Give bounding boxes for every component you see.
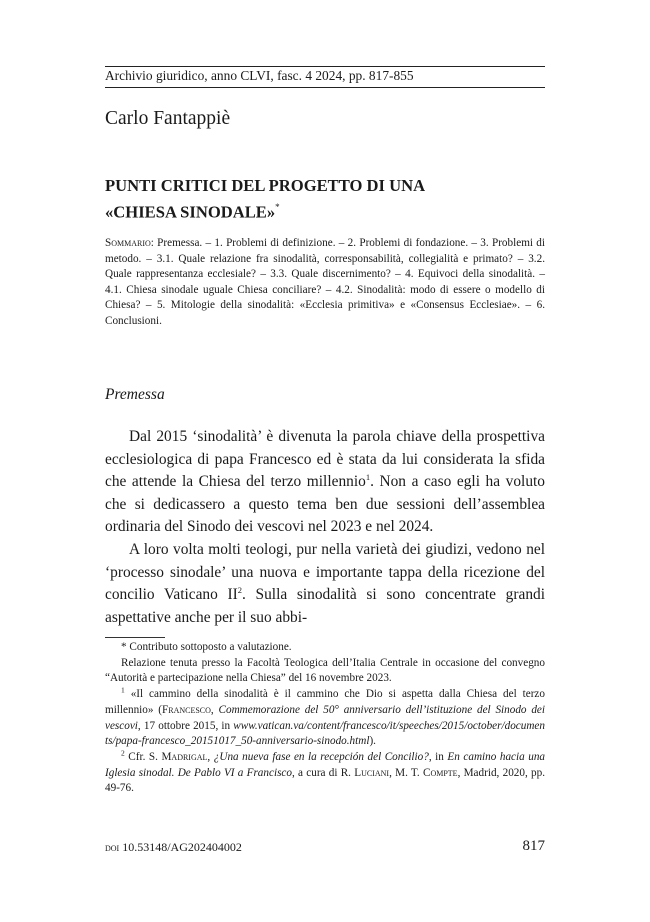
title-line-1: PUNTI CRITICI DEL PROGETTO DI UNA: [105, 176, 426, 195]
footnote-2-text-d: , a cura di R.: [292, 766, 355, 779]
table-of-contents-summary: [105, 236, 545, 330]
body-paragraph-1: [105, 426, 545, 539]
header-top-rule: [105, 66, 545, 67]
journal-header: Archivio giuridico, anno CLVI, fasc. 4 2024, pp. 817-855: [105, 68, 414, 83]
title-line-2-text: «CHIESA SINODALE»: [105, 202, 276, 222]
doi-value: 10.53148/AG202404002: [119, 840, 242, 854]
article-title: [105, 174, 545, 224]
footnote-2-text-f: , Madrid, 2020, pp. 49-76.: [105, 766, 546, 795]
footnote-separator: [105, 637, 165, 638]
footnote-2-text-e: , M. T.: [389, 766, 423, 779]
footnote-1: [105, 687, 545, 750]
body-paragraph-2: [105, 539, 545, 629]
summary-text: : Premessa. – 1. Problemi di definizione. – 2. Problemi di fondazione. – 3. Problemi di metodo. – 3.1. Quale relazione fra sinodalità, corresponsabilità, collegialità e primato? – 3.2. Quale rappresentanza ecclesiale? – 3.3. Quale discernimento? – 4. Equivoci della sinodalità. – 4.1. Chiesa sinodale uguale Chiesa conciliare? – 4.2. Sinodalità: modo di essere o modello di Chiesa? – 5. Mitologie della sinodalità: «Ecclesia primitiva» e «Consensus Ecclesiae». – 6. Conclusioni.: [105, 237, 545, 327]
footnote-2-editor-2: Compte: [422, 766, 458, 779]
title-footnote-mark: *: [275, 202, 280, 212]
body-text: [105, 426, 545, 629]
footnote-1-mark: 1: [121, 685, 125, 695]
footnote-2-text-b: ,: [207, 750, 214, 763]
footnote-1-text-a: «Il cammino della sinodalità è il cammino che Dio si aspetta dalla Chiesa del terzo millennio» (: [105, 688, 545, 716]
footnote-1-title: Commemorazione del 50° anniversario dell’istituzione del Sinodo dei vescovi: [105, 703, 546, 732]
footnote-1-text-c: , 17 ottobre 2015, in: [137, 719, 234, 732]
header-bottom-rule: [105, 87, 545, 88]
footnote-2-text-c: , in: [428, 750, 448, 763]
paragraph-1-text: Dal 2015 ‘sinodalità’ è divenuta la parola chiave della prospettiva ecclesiologica di papa Francesco ed è stata da lui considerata la sfida che attende la Chiesa del terzo millennio: [105, 428, 545, 491]
paragraph-2-rest: . Sulla sinodalità si sono concentrate grandi aspettative anche per il suo abbi-: [105, 586, 545, 626]
summary-label: Sommario: [105, 237, 151, 249]
footnote-2: [105, 750, 545, 797]
footnote-2-book: En camino hacia una Iglesia sinodal. De Pablo VI a Francisco: [105, 750, 546, 779]
footnote-2-author: Madrigal: [161, 750, 208, 763]
footnote-ref-2: 2: [237, 585, 243, 596]
footnote-2-title: ¿Una nueva fase en la recepción del Concilio?: [213, 750, 429, 763]
footnotes: [105, 640, 545, 797]
footnote-ref-1: 1: [365, 472, 371, 483]
footnote-2-editor-1: Luciani: [354, 766, 390, 779]
author-name: Carlo Fantappiè: [105, 108, 231, 129]
footnote-1-text-d: ).: [369, 735, 376, 748]
doi-label: doi: [105, 842, 120, 854]
footnote-2-text-a: Cfr. S.: [124, 750, 162, 763]
page-number: 817: [522, 838, 545, 854]
footnote-1-url: www.vatican.va/content/francesco/it/speeches/2015/october/documents/papa-francesco_20151017_50-anniversario-sinodo.html: [105, 719, 545, 748]
footnote-star: * Contributo sottoposto a valutazione.: [121, 641, 292, 653]
paragraph-2-text: A loro volta molti teologi, pur nella varietà dei giudizi, vedono nel ‘processo sinodale’ una nuova e importante tappa della ricezione del concilio Vaticano II: [105, 540, 545, 604]
doi: [105, 840, 242, 855]
paragraph-1-rest: . Non a caso egli ha voluto che si dedicassero a questo tema ben due sessioni dell’assemblea ordinaria del Sinodo dei vescovi nel 2023 e nel 2024.: [105, 473, 545, 536]
footnote-2-mark: 2: [121, 748, 125, 758]
footnote-1-text-b: ,: [210, 703, 219, 716]
section-heading: Premessa: [105, 386, 165, 403]
title-line-2: [105, 197, 545, 224]
footnote-1-author: Francesco: [162, 703, 211, 716]
footnote-relazione: Relazione tenuta presso la Facoltà Teologica dell’Italia Centrale in occasione del convegno “Autorità e partecipazione nella Chiesa” del 16 novembre 2023.: [105, 656, 545, 685]
